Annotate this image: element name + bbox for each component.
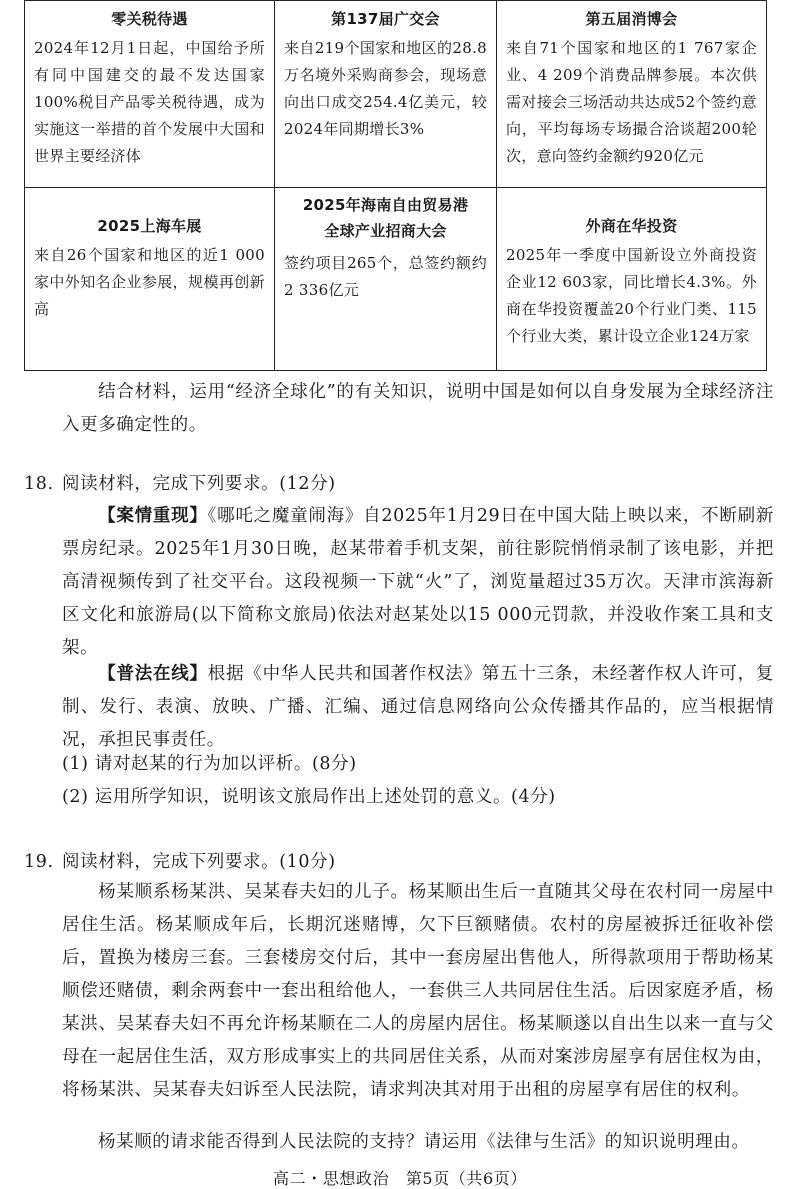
material-table [24,0,767,371]
q18-sub1: (1) 请对赵某的行为加以评析。(8分) [62,754,357,774]
q19-text: 杨某顺系杨某洪、吴某春夫妇的儿子。杨某顺出生后一直随其父母在农村同一房屋中居住生活。杨某顺成年后，长期沉迷赌博，欠下巨额赌债。农村的房屋被拆迁征收补偿后，置换为楼房三套。三套楼房交付后，其中一套房屋出售他人，所得款项用于帮助杨某顺偿还赌债，剩余两套中一套出租给他人，一套供三人共同居住生活。后因家庭矛盾，杨某洪、吴某春夫妇不再允许杨某顺在二人的房屋内居住。杨某顺遂以自出生以来一直与父母在一起居住生活，双方形成事实上的共同居住关系，从而对案涉房屋享有居住权为由，将杨某洪、吴某春夫妇诉至人民法院，请求判决其对用于出租的房屋享有居住的权利。 [62,882,774,1100]
table-row [25,188,767,371]
q17-prompt-text: 结合材料，运用“经济全球化”的有关知识，说明中国是如何以自身发展为全球经济注入更多确定性的。 [62,382,774,435]
cell-body: 来自219个国家和地区的28.8万名境外采购商参会，现场意向出口成交254.4亿美元，较2024年同期增长3% [284,39,487,138]
q18-law [62,658,774,757]
case-text: 《哪吒之魔童闹海》自2025年1月29日在中国大陆上映以来，不断刷新票房纪录。2025年1月30日晚，赵某带着手机支架，前往影院悄悄录制了该电影，并把高清视频传到了社交平台。这段视频一下就“火”了，浏览量超过35万次。天津市滨海新区文化和旅游局(以下简称文旅局)依法对赵某处以15 000元罚款，并没收作案工具和支架。 [62,506,774,658]
table-cell [497,1,767,188]
cell-title: 外商在华投资 [585,217,678,235]
page-footer: 高二・思想政治 第5页（共6页） [273,1169,527,1188]
cell-body: 来自26个国家和地区的近1 000家中外知名企业参展，规模再创新高 [34,246,265,318]
q18-case [62,500,774,665]
table-cell [25,1,275,188]
cell-body: 2025年一季度中国新设立外商投资企业12 603家，同比增长4.3%。外商在华投资覆盖20个行业门类、115个行业大类，累计设立企业124万家 [506,246,757,345]
table-cell [275,188,497,371]
cell-title: 第五届消博会 [585,10,678,28]
table-cell [25,188,275,371]
law-text: 根据《中华人民共和国著作权法》第五十三条，未经著作权人许可，复制、发行、表演、放映、广播、汇编、通过信息网络向公众传播其作品的，应当根据情况，承担民事责任。 [62,664,774,750]
cell-title [284,192,487,244]
cell-title: 第137届广交会 [331,10,440,28]
cell-body: 来自71个国家和地区的1 767家企业、4 209个消费品牌参展。本次供需对接会三场活动共达成52个签约意向，平均每场专场撮合洽谈超200轮次，意向签约金额约920亿元 [506,39,757,165]
question-head: 阅读材料，完成下列要求。(10分) [62,852,336,872]
question-number: 19. [24,852,54,872]
question-head: 阅读材料，完成下列要求。(12分) [62,474,336,494]
q17-prompt [62,376,774,442]
cell-title: 零关税待遇 [111,10,188,28]
cell-title-line: 全球产业招商大会 [324,222,447,240]
cell-body: 签约项目265个，总签约额约2 336亿元 [284,254,487,299]
table-row [25,1,767,188]
q18-heading [24,468,774,501]
law-tag: 【普法在线】 [98,664,208,684]
question-number: 18. [24,474,54,494]
q19-heading [24,846,774,879]
table-cell [275,1,497,188]
q19-material [62,876,774,1107]
q18-sub2: (2) 运用所学知识，说明该文旅局作出上述处罚的意义。(4分) [62,787,556,807]
cell-title: 2025上海车展 [97,217,202,235]
cell-body: 2024年12月1日起，中国给予所有同中国建交的最不发达国家100%税目产品零关税待遇，成为实施这一举措的首个发展中大国和世界主要经济体 [34,39,265,165]
case-tag: 【案情重现】 [98,506,208,526]
q19-question [62,1126,774,1159]
cell-title-line: 2025年海南自由贸易港 [302,196,469,214]
q19-question-text: 杨某顺的请求能否得到人民法院的支持？请运用《法律与生活》的知识说明理由。 [98,1132,750,1152]
table-cell [497,188,767,371]
